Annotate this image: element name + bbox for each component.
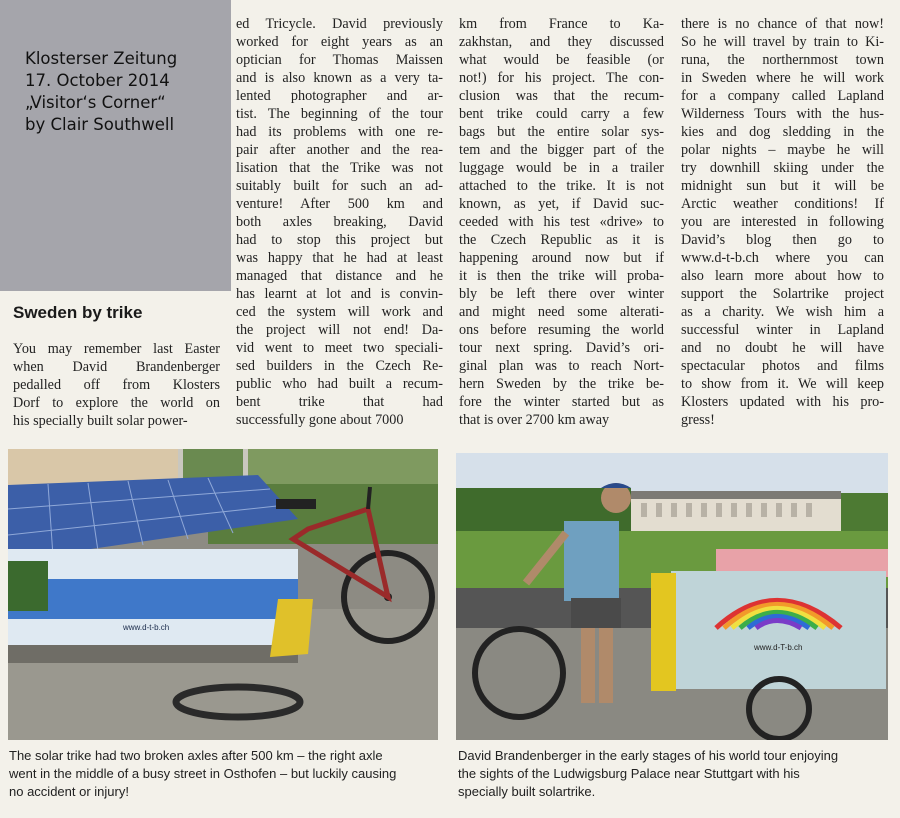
column-2-line: ed Tricycle. David previously [236,16,443,32]
column-3-line: not!) for his project. The con- [459,70,664,86]
column-1-line: pedalled off from Klosters [13,377,220,393]
caption-1-line: The solar trike had two broken axles after 500 km – the right axle [9,748,383,763]
caption-2-line: the sights of the Ludwigsburg Palace near Stuttgart with his [458,766,800,781]
column-3-line: tour next spring. David’s ori- [459,340,664,356]
column-4-line: try downhill skiing under the [681,160,884,176]
masthead-author: by Clair Southwell [25,115,175,134]
column-2-line: venture! After 500 km and [236,196,443,212]
column-4-line: also learn more about how to [681,268,884,284]
caption-2-line: specially built solartrike. [458,784,596,799]
photo-broken-trike [8,449,438,740]
column-4-line: there is no chance of that now! [681,16,884,32]
column-2-line: worked for eight years as an [236,34,443,50]
column-2-line: had its problems with one re- [236,124,443,140]
column-4-line: gress! [681,412,715,428]
column-2-line: the project will not end! Da- [236,322,443,338]
column-4-line: midnight sun but it will be [681,178,884,194]
column-1-line: Dorf to explore the world on [13,395,220,411]
column-4-line: support the Solartrike project [681,286,884,302]
column-1-line: his specially built solar power- [13,413,188,429]
caption-2-line: David Brandenberger in the early stages of his world tour enjoying [458,748,839,763]
column-4-line: spectacular photos and films [681,358,884,374]
column-3-line: and might need some alterati- [459,304,664,320]
column-3-line: bent trike could carry a few [459,106,664,122]
column-4-line: and no doubt he will have [681,340,884,356]
caption-1-line: no accident or injury! [9,784,129,799]
column-4-line: polar nights – maybe he will [681,142,884,158]
column-3-line: attached to the trike. It is not [459,178,664,194]
column-2-line: both axles breaking, David [236,214,443,230]
caption-photo-2 [458,747,890,801]
column-2-line: vid went to meet two speciali- [236,340,443,356]
masthead-panel [0,0,231,291]
column-2-line: has learnt at lot and is convin- [236,286,443,302]
column-2-line: managed that distance and he [236,268,443,284]
column-4-line: www.d-t-b.ch where you can [681,250,884,266]
column-2-line: ced the system will work and [236,304,443,320]
column-2-line: bent trike that had [236,394,443,410]
column-3-line: bly be left there over winter [459,286,664,302]
column-3-line: hern Sweden by the trike be- [459,376,664,392]
column-1-line: You may remember last Easter [13,341,220,357]
article-column-1 [13,340,220,430]
masthead-newspaper: Klosterser Zeitung [25,49,178,68]
column-2-line: lisation that the Trike was not [236,160,443,176]
column-3-line: bags but the entire solar sys- [459,124,664,140]
column-4-line: So he will travel by train to Ki- [681,34,884,50]
column-1-line: when David Brandenberger [13,359,220,375]
article-column-2 [236,15,443,429]
trailer-url-text: www.d-t-b.ch [123,623,170,632]
column-2-line: was happy that he had at least [236,250,443,266]
column-3-line: zakhstan, and they discussed [459,34,664,50]
column-4-line: as a charity. We wish him a [681,304,884,320]
article-headline: Sweden by trike [13,303,143,322]
column-3-line: luggage would be in a trailer [459,160,664,176]
column-3-line: tem and the bigger part of the [459,142,664,158]
caption-1-line: went in the middle of a busy street in Osthofen – but luckily causing [9,766,397,781]
column-2-line: had to stop this project but [236,232,443,248]
column-2-line: lented photographer and ar- [236,88,443,104]
caption-photo-1 [9,747,439,801]
masthead-date: 17. October 2014 [25,71,170,90]
column-3-line: ginal plan was to reach Nort- [459,358,664,374]
column-4-line: you are interested in following [681,214,884,230]
photo-ludwigsburg-palace [456,453,888,740]
column-4-line: for a company called Lapland [681,88,884,104]
column-3-line: known, as yet, if David suc- [459,196,664,212]
palace-trike-illustration [456,453,888,740]
column-4-line: Arctic weather conditions! If [681,196,884,212]
column-3-line: that is over 2700 km away [459,412,610,428]
column-3-line: ceeded with his test «drive» to [459,214,664,230]
column-3-line: fore the winter started but as [459,394,664,410]
column-4-line: runa, the northernmost town [681,52,884,68]
column-4-line: successful winter in Lapland [681,322,884,338]
trailer-url-text: www.d-T-b.ch [754,643,803,652]
column-2-line: optician for Thomas Maissen [236,52,443,68]
column-3-line: km from France to Ka- [459,16,664,32]
column-3-line: what would be feasible (or [459,52,664,68]
column-2-line: public who had built a recum- [236,376,443,392]
column-3-line: ons before resuming the world [459,322,664,338]
column-3-line: happening around now but if [459,250,664,266]
column-3-line: it is then the trike will proba- [459,268,664,284]
column-2-line: successfully gone about 7000 [236,412,404,428]
column-3-line: clusion was that the recum- [459,88,664,104]
column-4-line: to show from it. We will keep [681,376,884,392]
column-4-line: Klosters updated with his pro- [681,394,884,410]
column-4-line: Wilderness Tours with the hus- [681,106,884,122]
masthead-section: „Visitor‘s Corner“ [25,93,166,112]
column-2-line: tist. The beginning of the tour [236,106,443,122]
column-2-line: pair after another and the rea- [236,142,443,158]
column-4-line: David’s blog then go to [681,232,884,248]
column-4-line: kies and dog sledding in the [681,124,884,140]
column-2-line: sed builders in the Czech Re- [236,358,443,374]
column-4-line: in Sweden where he will work [681,70,884,86]
masthead [25,48,225,136]
column-2-line: and is also known as a very ta- [236,70,443,86]
article-column-3 [459,15,664,429]
article-column-4 [681,15,884,429]
broken-trike-illustration [8,449,438,740]
column-2-line: suitably built for such an ad- [236,178,443,194]
column-3-line: the Czech Republic as it is [459,232,664,248]
